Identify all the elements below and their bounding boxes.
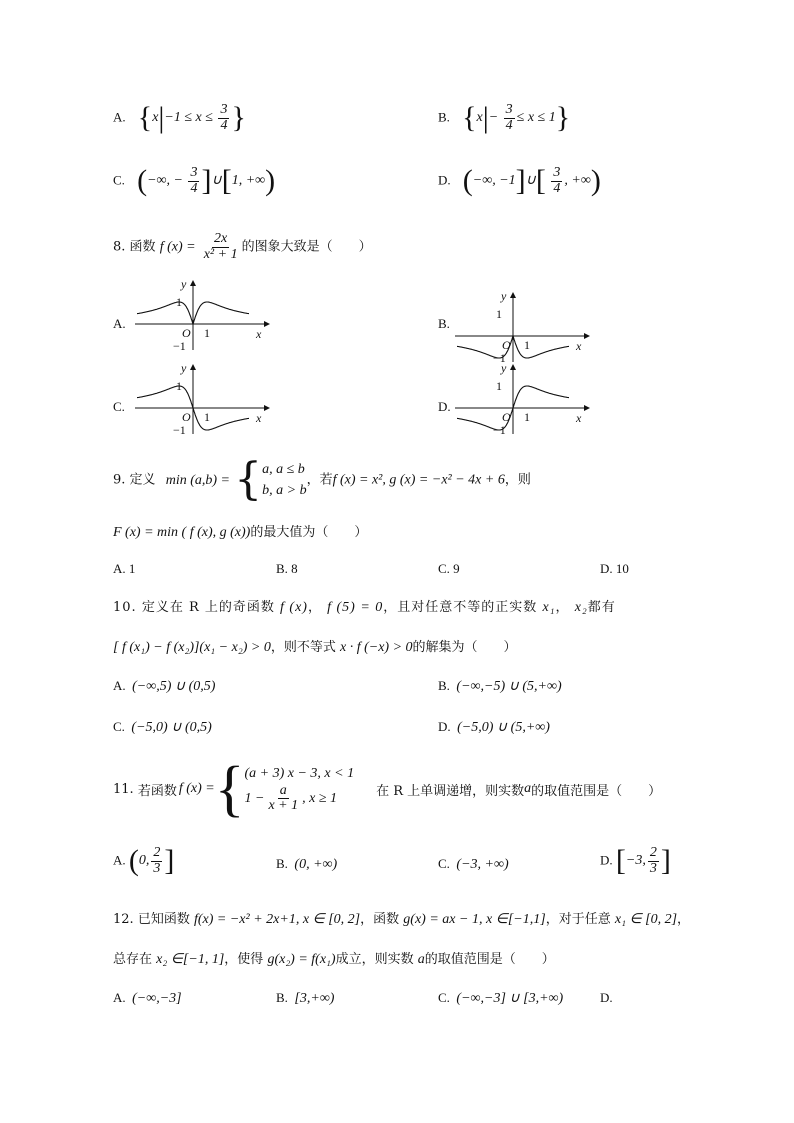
q12-option-c: C. (−∞,−3] ∪ [3,+∞) bbox=[438, 990, 564, 1006]
q8-graph-c bbox=[135, 362, 270, 437]
q8-graph-b-label: B. bbox=[438, 316, 450, 331]
q12-option-a: A. (−∞,−3] bbox=[113, 990, 182, 1006]
q12-stem: 12. 已知函数 f(x) = −x² + 2x+1, x ∈ [0, 2]，函数 g(x) = ax − 1, x ∈[−1,1]，对于任意 x₁ ∈ [0, 2]， bbox=[113, 912, 691, 927]
q10-stem: 10. 定义在 R 上的奇函数 f (x)， f (5) = 0，且对任意不等的正实数 x₁， x₂都有 bbox=[113, 600, 616, 615]
axis-label-x: x bbox=[256, 411, 262, 425]
q7-option-a: A. {x|−1 ≤ x ≤ $\frac{3}{4}$ } bbox=[113, 101, 246, 135]
axis-label-x: x bbox=[256, 327, 262, 341]
tick-label-1: 1 bbox=[204, 410, 210, 424]
q11-option-a: A. (0, $\frac{2}{3}$ ] bbox=[113, 844, 175, 878]
tick-label-y-neg1: −1 bbox=[493, 423, 506, 437]
axis-label-y: y bbox=[181, 278, 187, 291]
q10-line2: [ f (x₁) − f (x₂)](x₁ − x₂) > 0，则不等式 x · f (−x) > 0的解集为（ ） bbox=[113, 640, 517, 655]
q8-stem: 8. 函数 f (x) = $\frac{2x}{\text{x² + 1}}$ 的图象大致是（ ） bbox=[113, 231, 372, 262]
origin-label: O bbox=[182, 326, 191, 340]
q10-option-c: C. (−5,0) ∪ (0,5) bbox=[113, 719, 212, 735]
q9-option-c: C. 9 bbox=[438, 561, 460, 576]
x-axis-arrow bbox=[264, 405, 270, 411]
q8-graph-a-label: A. bbox=[113, 316, 126, 331]
tick-label-y1: 1 bbox=[176, 295, 182, 309]
q7-option-c: C. (−∞, − $\frac{3}{4}$ ]∪[1, +∞) bbox=[113, 164, 276, 198]
option-label: B. bbox=[438, 109, 450, 125]
q12-option-d: D. bbox=[600, 990, 613, 1005]
q10-option-b: B. (−∞,−5) ∪ (5,+∞) bbox=[438, 678, 562, 694]
tick-label-1: 1 bbox=[204, 326, 210, 340]
y-axis-arrow bbox=[510, 292, 516, 298]
y-axis-arrow bbox=[510, 364, 516, 370]
tick-label-y1: 1 bbox=[176, 379, 182, 393]
axis-label-x: x bbox=[576, 339, 582, 353]
fraction: $\frac{3}{4}$ bbox=[505, 102, 513, 133]
axis-label-x: x bbox=[576, 411, 582, 425]
fraction: $\frac{3}{4}$ bbox=[553, 165, 561, 196]
fraction: $\frac{3}{4}$ bbox=[190, 165, 198, 196]
tick-label-y1: 1 bbox=[496, 379, 502, 393]
q8-graph-c-label: C. bbox=[113, 399, 125, 414]
fraction: $\frac{2x}{\text{x² + 1}}$ bbox=[203, 231, 238, 262]
x-axis-arrow bbox=[584, 405, 590, 411]
fraction: $\frac{3}{4}$ bbox=[220, 102, 228, 133]
q9-option-d: D. 10 bbox=[600, 561, 629, 576]
q10-option-d: D. (−5,0) ∪ (5,+∞) bbox=[438, 719, 550, 735]
axis-label-y: y bbox=[181, 362, 187, 375]
q7-option-b: B. {x|− $\frac{3}{4}$ ≤ x ≤ 1} bbox=[438, 101, 571, 135]
q8-graph-d-label: D. bbox=[438, 399, 451, 414]
axis-label-y: y bbox=[501, 290, 507, 303]
q12-line2: 总存在 x₂ ∈[−1, 1]，使得 g(x₂) = f(x₁)成立，则实数 a的取值范围是（ ） bbox=[113, 952, 555, 967]
y-axis-arrow bbox=[190, 280, 196, 286]
tick-label-y-neg1: −1 bbox=[493, 351, 506, 365]
axis-label-y: y bbox=[501, 362, 507, 375]
q12-option-b: B. [3,+∞) bbox=[276, 990, 335, 1006]
tick-label-y-neg1: −1 bbox=[173, 339, 186, 353]
q7-option-d: D. (−∞, −1]∪[ $\frac{3}{4}$ , +∞) bbox=[438, 164, 601, 198]
option-label: A. bbox=[113, 109, 126, 125]
q11-stem: 11. 若函数 f (x) = { (a + 3) x − 3, x < 1 1 − $\frac{a}{x + 1}$ , x ≥ 1 在 R 上单调递增，则实数 a 的取值范围是（ ） bbox=[113, 755, 662, 823]
q10-option-a: A. (−∞,5) ∪ (0,5) bbox=[113, 678, 216, 694]
origin-label: O bbox=[182, 410, 191, 424]
q9-stem: 9. 定义 min (a,b) = { a, a ≤ b b, a > b ，若f (x) = x², g (x) = −x² − 4x + 6，则 bbox=[113, 454, 531, 505]
q8-graph-d bbox=[455, 362, 590, 437]
q9-option-a: A. 1 bbox=[113, 561, 136, 576]
tick-label-1: 1 bbox=[524, 410, 530, 424]
q11-option-b: B. (0, +∞) bbox=[276, 856, 338, 872]
option-label: D. bbox=[438, 172, 451, 188]
q9-option-b: B. 8 bbox=[276, 561, 298, 576]
q8-graph-a bbox=[135, 278, 270, 353]
tick-label-1: 1 bbox=[524, 338, 530, 352]
x-axis-arrow bbox=[584, 333, 590, 339]
y-axis-arrow bbox=[190, 364, 196, 370]
option-label: C. bbox=[113, 172, 125, 188]
q11-option-d: D. [−3, $\frac{2}{3}$ ] bbox=[600, 844, 671, 878]
tick-label-y1: 1 bbox=[496, 307, 502, 321]
q11-option-c: C. (−3, +∞) bbox=[438, 856, 509, 872]
origin-label: O bbox=[502, 410, 511, 424]
origin-label: O bbox=[502, 338, 511, 352]
tick-label-y-neg1: −1 bbox=[173, 423, 186, 437]
x-axis-arrow bbox=[264, 321, 270, 327]
q9-line2: F (x) = min ( f (x), g (x))的最大值为（ ） bbox=[113, 525, 368, 540]
q8-graph-b bbox=[455, 290, 590, 365]
